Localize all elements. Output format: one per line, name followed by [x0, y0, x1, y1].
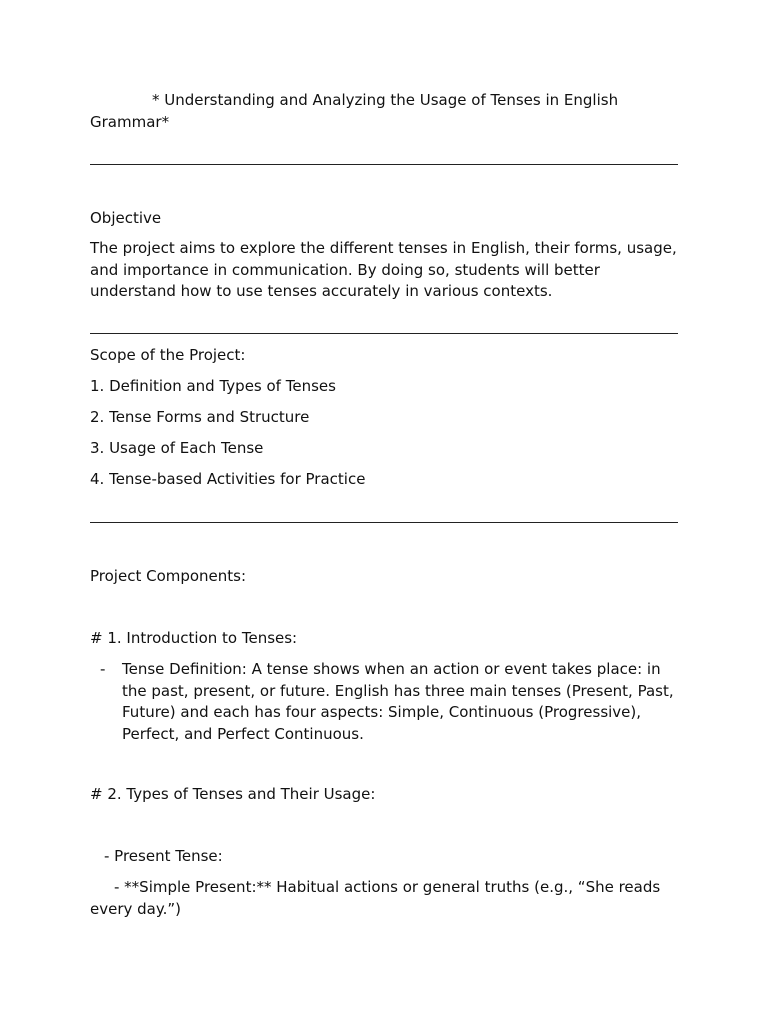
scope-item-3: 3. Usage of Each Tense — [90, 439, 264, 457]
divider-3 — [90, 522, 678, 523]
section2-heading: # 2. Types of Tenses and Their Usage: — [90, 785, 376, 803]
section1-bullet-marker: - — [100, 660, 106, 678]
simple-present-item: - **Simple Present:** Habitual actions or general truths (e.g., “She reads every day.”) — [90, 878, 661, 918]
objective-heading: Objective — [90, 209, 162, 227]
components-heading: Project Components: — [90, 567, 247, 585]
present-tense-heading: - Present Tense: — [104, 847, 223, 865]
scope-heading: Scope of the Project: — [90, 346, 246, 364]
divider-2 — [90, 333, 678, 334]
scope-item-1: 1. Definition and Types of Tenses — [90, 377, 336, 395]
section1-heading: # 1. Introduction to Tenses: — [90, 629, 298, 647]
scope-item-4: 4. Tense-based Activities for Practice — [90, 470, 366, 488]
document-title-text: * Understanding and Analyzing the Usage of Tenses in English Grammar* — [90, 91, 619, 131]
section1-bullet-text: Tense Definition: A tense shows when an action or event takes place: in the past, present, or future. English has three main tenses (Present, Past, Future) and each has four aspects: Simple, Continuous (Progressive), Perfect, and Perfect Continuous. — [122, 660, 674, 743]
objective-body: The project aims to explore the different tenses in English, their forms, usage, and importance in communication. By doing so, students will better understand how to use tenses accurately in various contexts. — [90, 239, 677, 300]
document-title — [90, 90, 678, 133]
scope-item-2: 2. Tense Forms and Structure — [90, 408, 310, 426]
divider-1 — [90, 164, 678, 165]
